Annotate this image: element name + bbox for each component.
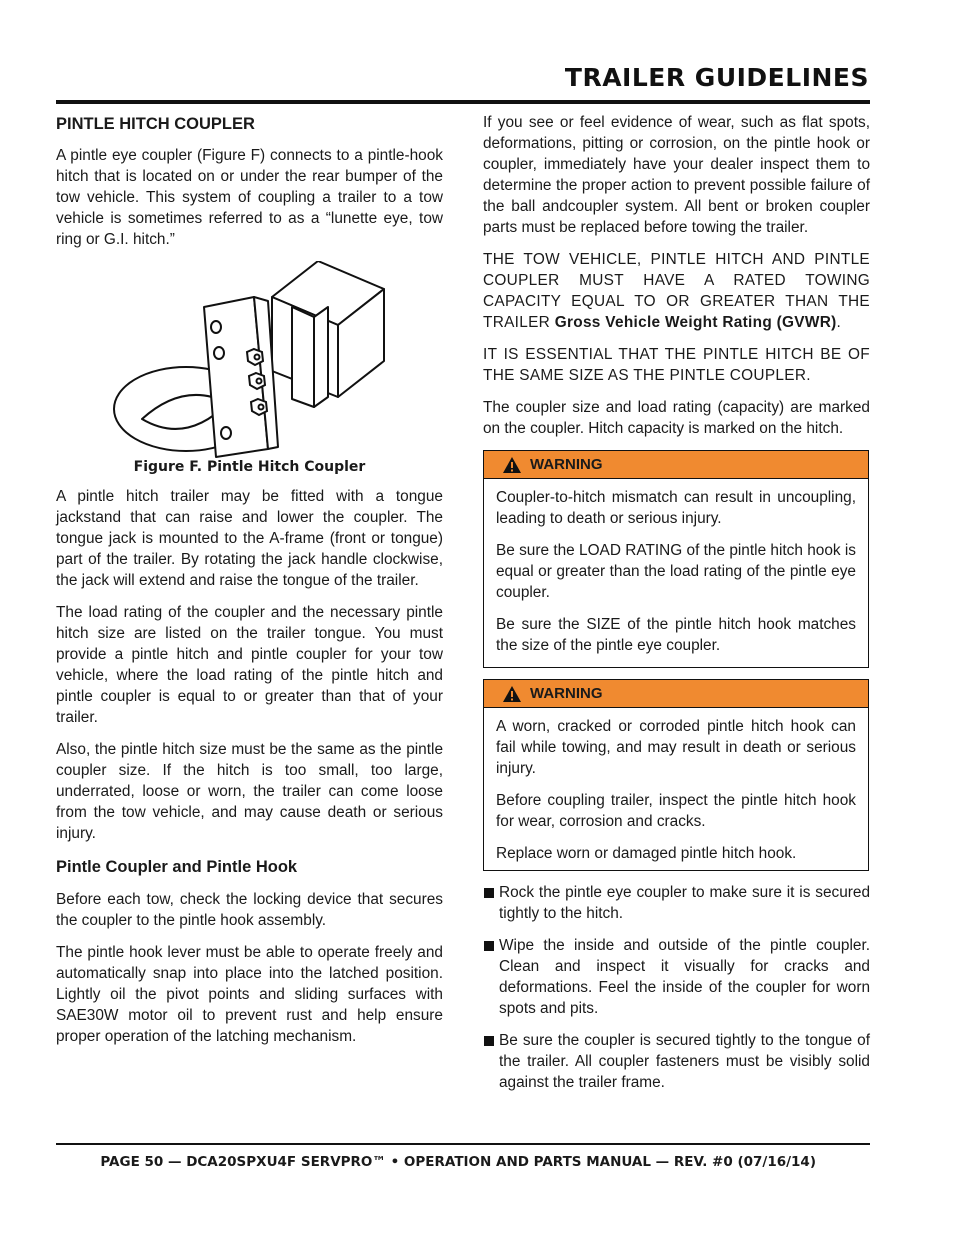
warning-body xyxy=(484,479,868,656)
list-item: Rock the pintle eye coupler to make sure it is secured tightly to the hitch. xyxy=(483,882,870,924)
warning-body xyxy=(484,708,868,870)
towing-capacity-end: . xyxy=(836,314,842,331)
figure-pintle-hitch-coupler xyxy=(56,261,443,486)
gvwr-term: Gross Vehicle Weight Rating (GVWR) xyxy=(554,314,837,331)
right-column xyxy=(483,112,870,1104)
left-column xyxy=(56,112,443,1058)
warning-triangle-icon xyxy=(502,456,522,474)
hook-lever-paragraph: The pintle hook lever must be able to operate freely and automatically snap into place into the latched position. Lightly oil the pivot points and sliding surfaces with SAE30W motor oil to prevent rust and help ensure proper operation of the latching mechanism. xyxy=(56,944,443,1045)
warning-box-mismatch xyxy=(483,450,869,668)
footer-rule xyxy=(56,1143,870,1145)
capacity-marking-paragraph: The coupler size and load rating (capacity) are marked on the coupler. Hitch capacity is marked on the hitch. xyxy=(483,399,870,437)
warning-triangle-icon xyxy=(502,685,522,703)
warning-text: Be sure the SIZE of the pintle hitch hook matches the size of the pintle eye coupler. xyxy=(496,616,856,654)
load-rating-paragraph: The load rating of the coupler and the necessary pintle hitch size are listed on the trailer tongue. You must provide a pintle hitch and pintle coupler for your tow vehicle, where the load rating of the pintle hitch and pintle coupler is equal to or greater than that of your trailer. xyxy=(56,604,443,726)
warning-text: Be sure the LOAD RATING of the pintle hitch hook is equal or greater than the load rating of the pintle eye coupler. xyxy=(496,542,856,601)
inspection-bullet-list xyxy=(483,882,870,1093)
locking-device-paragraph: Before each tow, check the locking device that secures the coupler to the pintle hook assembly. xyxy=(56,891,443,929)
intro-paragraph: A pintle eye coupler (Figure F) connects to a pintle-hook hitch that is located on or under the rear bumper of the tow vehicle. This system of coupling a trailer to a tow vehicle is sometimes referred to as a “lunette eye, tow ring or G.I. hitch.” xyxy=(56,147,443,248)
list-item: Wipe the inside and outside of the pintle coupler. Clean and inspect it visually for cracks and deformations. Feel the inside of the coupler for worn spots and pits. xyxy=(483,935,870,1019)
warning-header xyxy=(484,451,868,479)
warning-text: A worn, cracked or corroded pintle hitch hook can fail while towing, and may result in death or serious injury. xyxy=(496,718,856,777)
warning-box-worn-hook xyxy=(483,679,869,871)
figure-caption: Figure F. Pintle Hitch Coupler xyxy=(133,459,366,475)
section-heading: PINTLE HITCH COUPLER xyxy=(56,115,255,133)
towing-capacity-paragraph xyxy=(483,249,870,333)
wear-paragraph: If you see or feel evidence of wear, such as flat spots, deformations, pitting or corrosion, on the pintle hook or coupler, immediately have your dealer inspect them to determine the proper action to prevent possible failure of the ball andcoupler system. All bent or broken coupler parts must be replaced before towing the trailer. xyxy=(483,114,870,236)
warning-text: Coupler-to-hitch mismatch can result in uncoupling, leading to death or serious injury. xyxy=(496,489,856,527)
pintle-coupler-illustration xyxy=(56,261,443,461)
same-size-paragraph: IT IS ESSENTIAL THAT THE PINTLE HITCH BE OF THE SAME SIZE AS THE PINTLE COUPLER. xyxy=(483,346,870,384)
hitch-size-paragraph: Also, the pintle hitch size must be the same as the pintle coupler size. If the hitch is too small, too large, underrated, loose or worn, the trailer can come loose from the tow vehicle, and may cause death or serious injury. xyxy=(56,741,443,842)
page-footer: PAGE 50 — DCA20SPXU4F SERVPRO™ • OPERATION AND PARTS MANUAL — REV. #0 (07/16/14) xyxy=(100,1154,816,1170)
page-title: TRAILER GUIDELINES xyxy=(564,63,869,92)
towing-capacity-text: THE TOW VEHICLE, PINTLE HITCH AND PINTLE COUPLER MUST HAVE A RATED TOWING CAPACITY EQUAL TO OR GREATER THAN THE TRAILER xyxy=(483,251,870,331)
subsection-heading: Pintle Coupler and Pintle Hook xyxy=(56,858,298,876)
warning-label: WARNING xyxy=(530,456,603,473)
warning-text: Before coupling trailer, inspect the pintle hitch hook for wear, corrosion and cracks. xyxy=(496,792,856,830)
title-rule xyxy=(56,100,870,104)
warning-label: WARNING xyxy=(530,685,603,702)
list-item: Be sure the coupler is secured tightly to the tongue of the trailer. All coupler fasteners must be visibly solid against the trailer frame. xyxy=(483,1030,870,1093)
jackstand-paragraph: A pintle hitch trailer may be fitted with a tongue jackstand that can raise and lower the coupler. The tongue jack is mounted to the A-frame (front or tongue) part of the trailer. By rotating the jack handle clockwise, the jack will extend and raise the tongue of the trailer. xyxy=(56,488,443,589)
warning-header xyxy=(484,680,868,708)
warning-text: Replace worn or damaged pintle hitch hook. xyxy=(496,845,797,862)
